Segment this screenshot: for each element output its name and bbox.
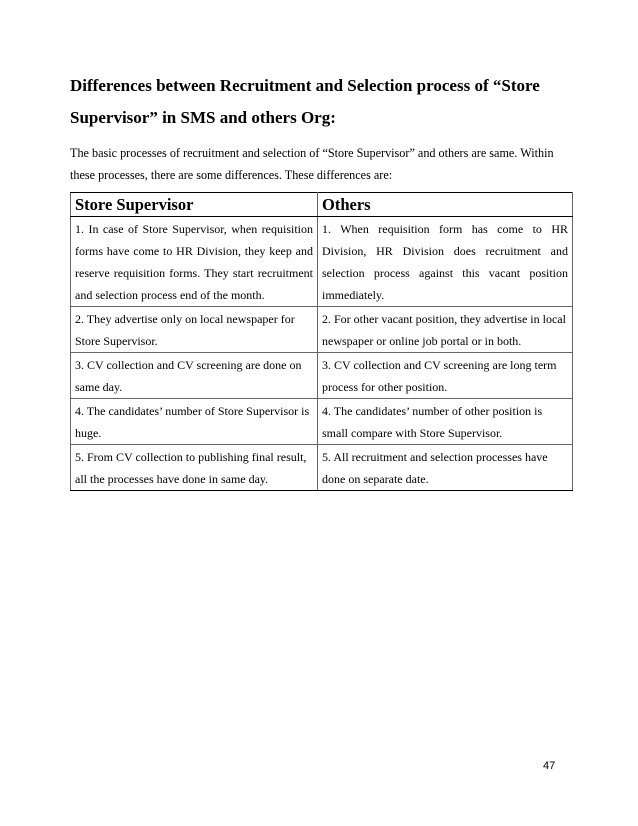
table-cell-store-supervisor: 1. In case of Store Supervisor, when requisition forms have come to HR Division, they keep and reserve requisition forms. They start recruitment and selection process end of the month. (71, 217, 318, 307)
table-row (71, 217, 573, 307)
table-cell-others: 3. CV collection and CV screening are long term process for other position. (318, 353, 573, 399)
page-number: 47 (543, 760, 556, 772)
table-cell-store-supervisor: 4. The candidates’ number of Store Supervisor is huge. (71, 399, 318, 445)
table-cell-others: 4. The candidates’ number of other position is small compare with Store Supervisor. (318, 399, 573, 445)
table-cell-others: 2. For other vacant position, they advertise in local newspaper or online job portal or in both. (318, 307, 573, 353)
header-others: Others (318, 193, 573, 217)
table-cell-store-supervisor: 3. CV collection and CV screening are done on same day. (71, 353, 318, 399)
table-cell-store-supervisor: 2. They advertise only on local newspaper for Store Supervisor. (71, 307, 318, 353)
comparison-table (70, 192, 573, 491)
intro-paragraph: The basic processes of recruitment and selection of “Store Supervisor” and others are same. Within these processes, there are some differences. These differences are: (70, 146, 554, 182)
header-store-supervisor: Store Supervisor (71, 193, 318, 217)
table-cell-store-supervisor: 5. From CV collection to publishing final result, all the processes have done in same day. (71, 445, 318, 491)
table-cell-others: 5. All recruitment and selection processes have done on separate date. (318, 445, 573, 491)
table-row (71, 399, 573, 445)
table-row (71, 307, 573, 353)
table-row (71, 353, 573, 399)
table-row (71, 445, 573, 491)
table-cell-others: 1. When requisition form has come to HR Division, HR Division does recruitment and selection process against this vacant position immediately. (318, 217, 573, 307)
table-header-row (71, 193, 573, 217)
section-heading: Differences between Recruitment and Selection process of “Store Supervisor” in SMS and others Org: (70, 76, 540, 127)
